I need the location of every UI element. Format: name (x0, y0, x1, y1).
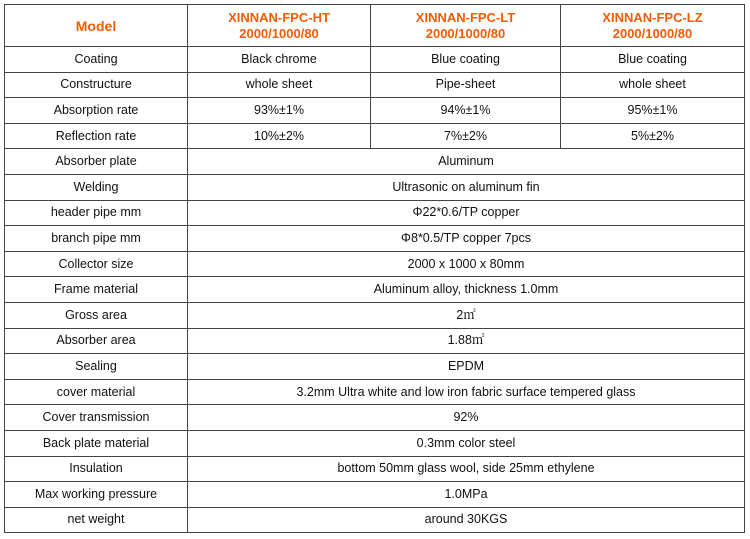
row-label: Absorption rate (5, 98, 188, 124)
table-row (5, 226, 745, 252)
spec-table-body (5, 5, 745, 533)
cell-value: 95%±1% (561, 98, 745, 124)
row-label: Constructure (5, 72, 188, 98)
row-label: Sealing (5, 354, 188, 380)
cell-value: 10%±2% (188, 123, 371, 149)
cell-value: Aluminum (188, 149, 745, 175)
cell-value: bottom 50mm glass wool, side 25mm ethylene (188, 456, 745, 482)
row-label: Gross area (5, 302, 188, 328)
model-name: XINNAN-FPC-LZ (602, 9, 703, 25)
spec-table (4, 4, 745, 533)
row-label: net weight (5, 507, 188, 533)
table-row (5, 251, 745, 277)
row-label: Coating (5, 47, 188, 73)
row-label: Max working pressure (5, 482, 188, 508)
model-name: XINNAN-FPC-HT (228, 9, 330, 25)
table-row (5, 379, 745, 405)
cell-value: Pipe-sheet (371, 72, 561, 98)
row-label: cover material (5, 379, 188, 405)
cell-value: 92% (188, 405, 745, 431)
row-label: Reflection rate (5, 123, 188, 149)
row-label: branch pipe mm (5, 226, 188, 252)
model-column-header (188, 5, 371, 47)
table-row (5, 98, 745, 124)
cell-value: 5%±2% (561, 123, 745, 149)
model-header: Model (5, 5, 188, 47)
cell-value: 2000 x 1000 x 80mm (188, 251, 745, 277)
table-row (5, 405, 745, 431)
row-label: Frame material (5, 277, 188, 303)
table-row (5, 72, 745, 98)
cell-value: 7%±2% (371, 123, 561, 149)
cell-value: whole sheet (561, 72, 745, 98)
cell-value: whole sheet (188, 72, 371, 98)
cell-value: 1.0MPa (188, 482, 745, 508)
table-row (5, 302, 745, 328)
table-row (5, 507, 745, 533)
model-size: 2000/1000/80 (425, 25, 506, 41)
model-name: XINNAN-FPC-LT (415, 9, 516, 25)
cell-value: 93%±1% (188, 98, 371, 124)
cell-value: Ultrasonic on aluminum fin (188, 174, 745, 200)
row-label: Collector size (5, 251, 188, 277)
cell-value: around 30KGS (188, 507, 745, 533)
row-label: Absorber plate (5, 149, 188, 175)
cell-value: 2㎡ (188, 302, 745, 328)
table-row (5, 174, 745, 200)
cell-value: 1.88㎡ (188, 328, 745, 354)
cell-value: EPDM (188, 354, 745, 380)
table-row (5, 149, 745, 175)
row-label: Insulation (5, 456, 188, 482)
cell-value: 94%±1% (371, 98, 561, 124)
cell-value: Φ8*0.5/TP copper 7pcs (188, 226, 745, 252)
cell-value: Black chrome (188, 47, 371, 73)
table-row (5, 456, 745, 482)
cell-value: Aluminum alloy, thickness 1.0mm (188, 277, 745, 303)
cell-value: Blue coating (371, 47, 561, 73)
cell-value: Φ22*0.6/TP copper (188, 200, 745, 226)
header-row (5, 5, 745, 47)
table-row (5, 328, 745, 354)
table-row (5, 277, 745, 303)
model-column-header (561, 5, 745, 47)
table-row (5, 200, 745, 226)
table-row (5, 47, 745, 73)
row-label: Welding (5, 174, 188, 200)
model-size: 2000/1000/80 (612, 25, 693, 41)
model-size: 2000/1000/80 (239, 25, 319, 41)
cell-value: 0.3mm color steel (188, 430, 745, 456)
table-row (5, 123, 745, 149)
model-column-header (371, 5, 561, 47)
cell-value: 3.2mm Ultra white and low iron fabric surface tempered glass (188, 379, 745, 405)
row-label: header pipe mm (5, 200, 188, 226)
table-row (5, 430, 745, 456)
table-row (5, 482, 745, 508)
row-label: Cover transmission (5, 405, 188, 431)
cell-value: Blue coating (561, 47, 745, 73)
table-row (5, 354, 745, 380)
row-label: Back plate material (5, 430, 188, 456)
row-label: Absorber area (5, 328, 188, 354)
